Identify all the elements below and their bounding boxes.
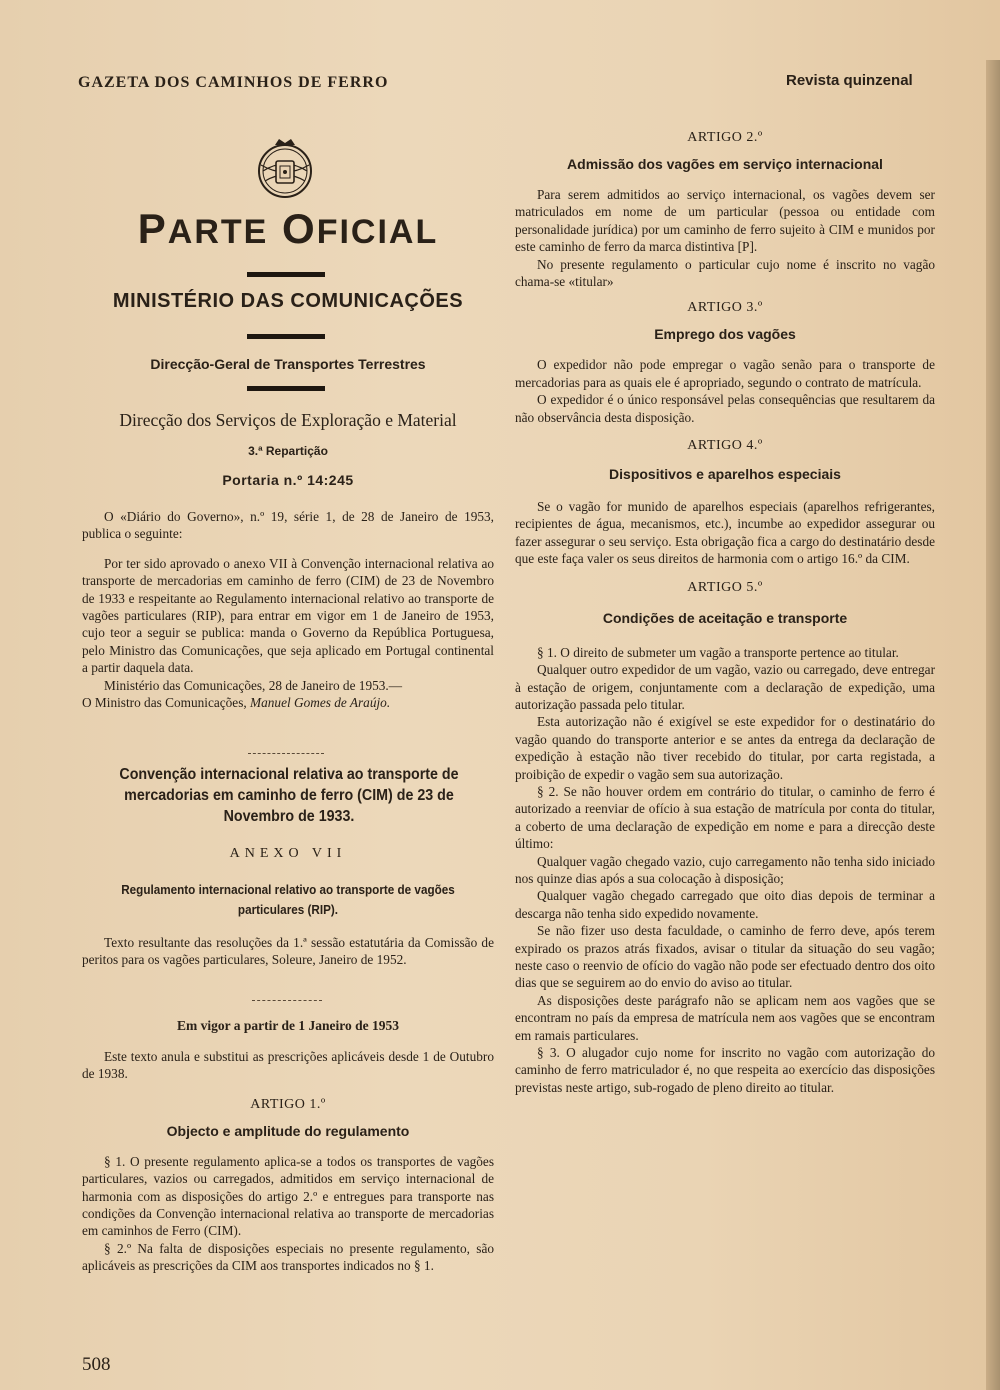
department: 3.ª Repartição: [248, 444, 328, 458]
article-paragraph: Qualquer vagão chegado vazio, cujo carregamento não tenha sido iniciado nos quinze dias após a sua colocação à disposição;: [515, 853, 935, 886]
divider: [247, 334, 325, 339]
minister-name: Manuel Gomes de Araújo.: [250, 695, 391, 711]
intro-block: [82, 508, 494, 711]
ordinance-number: Portaria n.º 14:245: [222, 472, 354, 488]
title-part: FICIAL: [316, 213, 439, 251]
annex-label: ANEXO VII: [229, 846, 347, 861]
portuguese-coat-of-arms-icon: [251, 135, 319, 201]
in-force-heading: Em vigor a partir de 1 Janeiro de 1953: [177, 1018, 399, 1033]
title-letter: P: [137, 205, 168, 252]
section-title: [82, 205, 494, 252]
article-paragraph: No presente regulamento o particular cujo nome é inscrito no vagão chama-se «titular»: [515, 256, 935, 290]
article-paragraph: Esta autorização não é exigível se este expedidor for o destinatário do vagão quando do transporte anterior e se antes da entrega da declaração de expedição à estação não tiver recebido do titular, por carta registada, a proibição de expedir o vagão sem sua autorização.: [515, 714, 935, 782]
article-paragraph: Qualquer outro expedidor de um vagão, vazio ou carregado, deve entregar à estação de origem, conjuntamente com a declaração de expedição, uma autorização passada pelo titular.: [515, 662, 935, 712]
article-title: Emprego dos vagões: [654, 326, 796, 343]
article-paragraph: O expedidor não pode empregar o vagão senão para o transporte de mercadorias para as quais ele é apropriado, segundo o contrato de matrícula.: [515, 357, 935, 390]
text-source-block: [82, 934, 494, 969]
article-label: ARTIGO 3.º: [687, 300, 763, 316]
decree-paragraph: Por ter sido aprovado o anexo VII à Convenção internacional relativa ao transporte de mercadorias em caminho de ferro (CIM) de 23 de Novembro de 1933 e respeitante ao Regulamento internacional relativo ao transporte de vagões particulares (RIP), para entrar em vigor em 1 de Janeiro de 1953, cujo teor a seguir se publica: manda o Governo da República Portuguesa, pelo Ministro das Comunicações, que seja aplicado em Portugal continental a partir daquela data.: [82, 555, 494, 676]
divider: [252, 1000, 322, 1002]
intro-paragraph: O «Diário do Governo», n.º 19, série 1, de 28 de Janeiro de 1953, publica o seguinte:: [82, 509, 494, 542]
divider: [247, 272, 325, 277]
article-paragraph: O expedidor é o único responsável pelas consequências que resultarem da não observância desta disposição.: [515, 392, 935, 425]
signature-prefix: O Ministro das Comunicações,: [82, 695, 247, 711]
annuls-paragraph: Este texto anula e substitui as prescrições aplicáveis desde 1 de Outubro de 1938.: [82, 1049, 494, 1082]
article-label: ARTIGO 5.º: [687, 579, 763, 595]
article-title: Admissão dos vagões em serviço internacional: [567, 156, 883, 172]
article-paragraph: § 2. Se não houver ordem em contrário do titular, o caminho de ferro é autorizado a reenviar de ofício à sua estação de matrícula por conta do titular, a coberto de uma declaração de expedição em nome e para a direcção deste último:: [515, 783, 935, 852]
article-1-block: [82, 1048, 494, 1275]
article-label: ARTIGO 2.º: [687, 130, 763, 145]
article-paragraph: Se o vagão for munido de aparelhos especiais (aparelhos refrigerantes, recipientes de água, mecanismos, etc.), incumbe ao expedidor assegurar ou fazer assegurar o seu serviço. Esta obrigação fica a cargo do destinatário desde que este faça valer os seus direitos de harmonia com o artigo 16.º da CIM.: [515, 499, 935, 567]
divider: [248, 753, 324, 755]
divider: [247, 386, 325, 391]
directorate-services: Direcção dos Serviços de Exploração e Material: [119, 410, 457, 430]
right-column: [515, 130, 935, 1096]
article-title: Condições de aceitação e transporte: [602, 609, 848, 626]
article-paragraph: As disposições deste parágrafo não se aplicam nem aos vagões que se encontram no país da empresa de matrícula nem aos vagões que se encontram em ramais particulares.: [515, 992, 935, 1043]
regulation-title: Regulamento internacional relativo ao transporte de vagões particulares (RIP).: [121, 882, 455, 917]
text-source-paragraph: Texto resultante das resoluções da 1.ª sessão estatutária da Comissão de peritos para os vagões particulares, Soleure, Janeiro de 1952.: [82, 935, 494, 968]
article-label: ARTIGO 1.º: [250, 1096, 326, 1112]
article-paragraph: Qualquer vagão chegado carregado que oito dias depois de terminar a descarga não tenha sido expedido novamente.: [515, 888, 935, 921]
page-edge: [986, 60, 1000, 1390]
signature-line: Ministério das Comunicações, 28 de Janeiro de 1953.—: [104, 677, 403, 693]
convention-title: Convenção internacional relativa ao transporte de mercadorias em caminho de ferro (CIM) de 23 de Novembro de 1933.: [119, 766, 459, 825]
article-paragraph: Para serem admitidos ao serviço internacional, os vagões devem ser matriculados em nome de um particular (pessoa ou entidade com personalidade jurídica) por um caminho de ferro sujeito à CIM e munidos por este caminho de ferro da marca distintiva [P].: [515, 187, 935, 255]
article-paragraph: § 2.º Na falta de disposições especiais no presente regulamento, são aplicáveis as prescrições da CIM aos transportes indicados no § 1.: [82, 1240, 494, 1274]
article-title: Objecto e amplitude do regulamento: [166, 1122, 410, 1139]
article-paragraph: § 1. O presente regulamento aplica-se a todos os transportes de vagões particulares, vazios ou carregados, admitidos em serviço internacional de harmonia com as disposições do artigo 2.º e entregues para transporte nas condições da Convenção internacional relativa ao transporte de mercadorias em caminhos de Ferro (CIM).: [82, 1153, 494, 1239]
article-title: Dispositivos e aparelhos especiais: [609, 466, 841, 483]
signature: [82, 694, 494, 711]
directorate-general: Direcção-Geral de Transportes Terrestres: [150, 356, 426, 372]
journal-title: GAZETA DOS CAMINHOS DE FERRO: [78, 74, 389, 91]
title-part: ARTE: [167, 213, 269, 251]
title-letter: O: [282, 205, 317, 252]
page-number: 508: [82, 1354, 111, 1375]
article-label: ARTIGO 4.º: [687, 438, 763, 454]
article-paragraph: Se não fizer uso desta faculdade, o caminho de ferro deve, após terem expirado os prazos atrás fixados, avisar o titular da situação do seu vagão; neste caso o reenvio de ofício do vagão não pode ser efectuado dentro dos oito dias que se seguirem ao do envio do aviso ao titular.: [515, 923, 935, 991]
article-paragraph: § 1. O direito de submeter um vagão a transporte pertence ao titular.: [537, 644, 899, 660]
article-paragraph: § 3. O alugador cujo nome for inscrito no vagão com autorização do caminho de ferro matriculador é, no que respeita ao exercício das disposições previstas neste artigo, sub-rogado de pleno direito ao titular.: [515, 1045, 935, 1095]
ministry-title: MINISTÉRIO DAS COMUNICAÇÕES: [112, 290, 464, 312]
journal-subtitle: Revista quinzenal: [786, 72, 913, 89]
